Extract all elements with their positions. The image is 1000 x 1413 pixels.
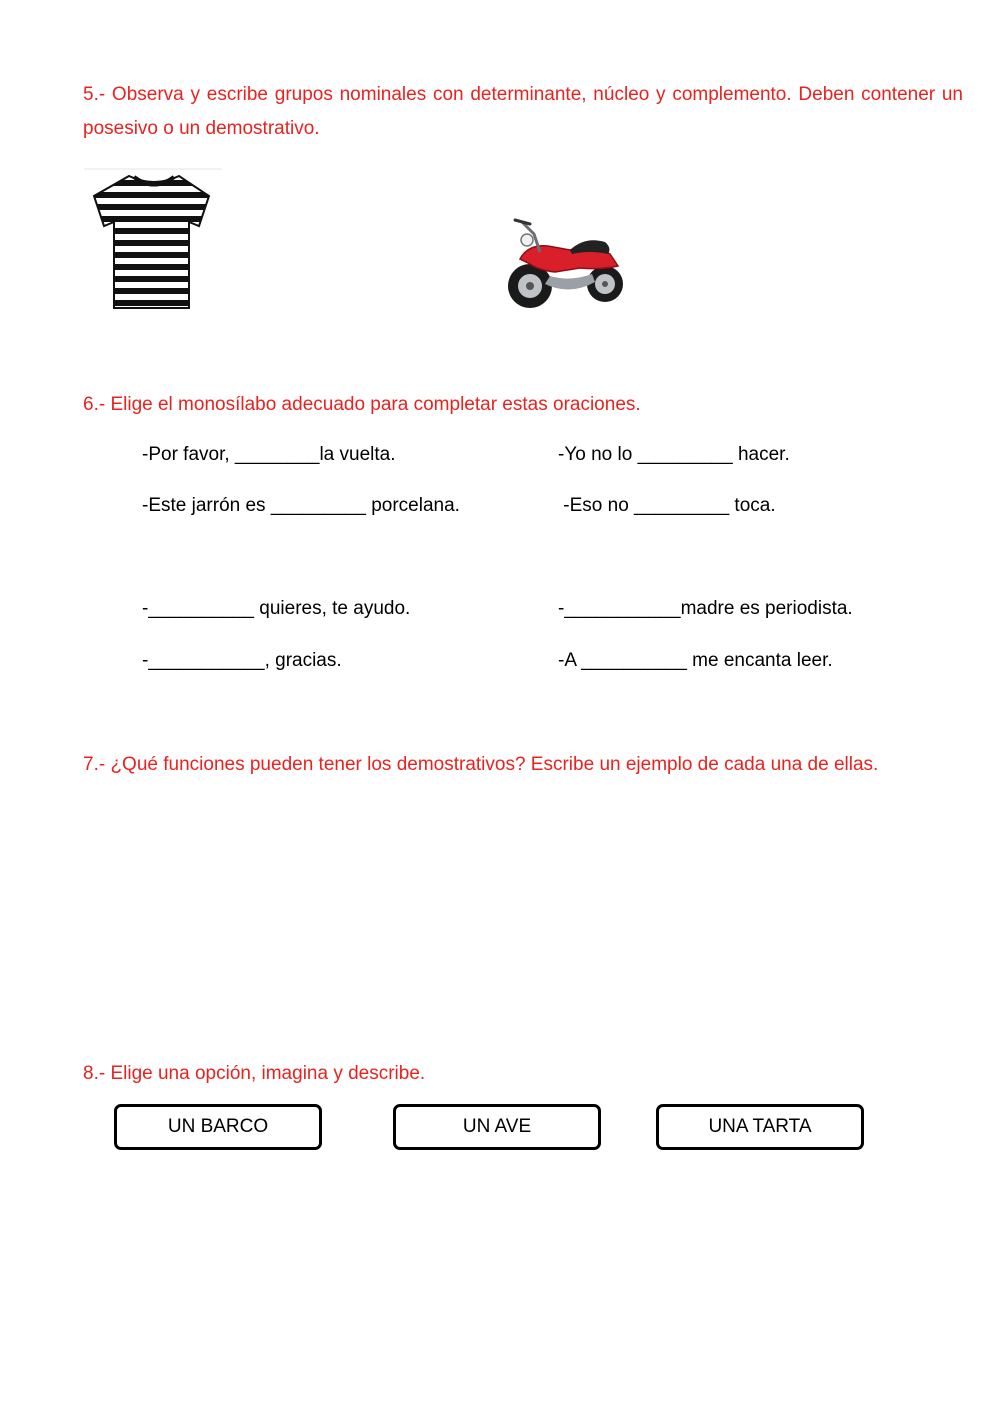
sentence-1: -Por favor, ________la vuelta. [142,444,396,465]
sentence-7: -___________, gracias. [142,650,342,671]
sentence-5: -__________ quieres, te ayudo. [142,598,411,619]
sentence-4: -Eso no _________ toca. [558,495,776,516]
question-5-prompt: 5.- Observa y escribe grupos nominales con determinante, núcleo y complemento. Deben contener un posesivo o un demostrativo. [83,84,963,139]
striped-tshirt-image [84,168,224,314]
option-una-tarta[interactable]: UNA TARTA [656,1104,864,1150]
option-un-barco[interactable]: UN BARCO [114,1104,322,1150]
question-7-prompt: 7.- ¿Qué funciones pueden tener los demostrativos? Escribe un ejemplo de cada una de ellas. [83,754,879,775]
question-6-prompt: 6.- Elige el monosílabo adecuado para completar estas oraciones. [83,394,641,415]
sentence-6: -___________madre es periodista. [558,598,853,619]
sentence-3: -Este jarrón es _________ porcelana. [142,495,460,516]
sentence-8: -A __________ me encanta leer. [558,650,833,671]
question-8-prompt: 8.- Elige una opción, imagina y describe. [83,1063,426,1084]
sentence-2: -Yo no lo _________ hacer. [558,444,790,465]
motorcycle-image [500,214,630,314]
option-un-ave[interactable]: UN AVE [393,1104,601,1150]
